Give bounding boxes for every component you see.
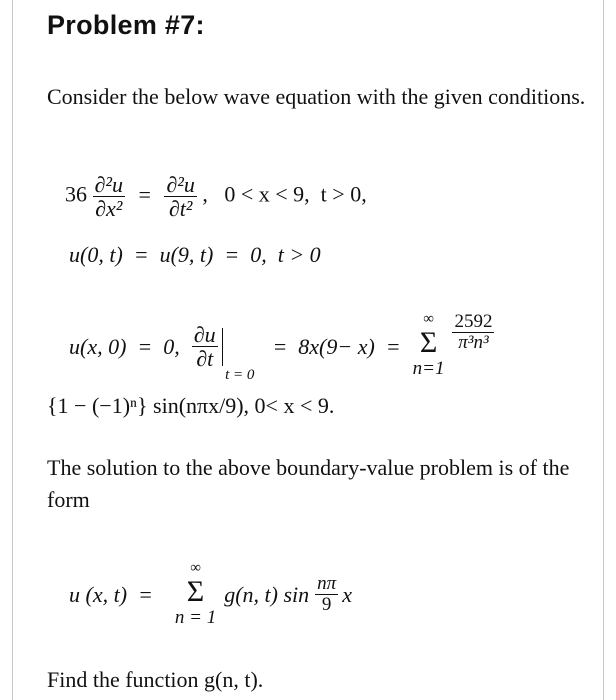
problem-title: Problem #7: — [47, 10, 205, 40]
summation-solution — [175, 560, 216, 629]
rhs-numerator: ∂²u — [166, 172, 195, 197]
sine-numerator: nπ — [317, 573, 337, 595]
evaluation-bar — [222, 328, 224, 366]
derivative-fraction — [192, 323, 218, 370]
lhs-denominator: ∂x² — [95, 196, 123, 222]
solution-form — [69, 560, 352, 629]
sum-lower-limit: n = 1 — [174, 607, 217, 628]
rhs-fraction — [164, 173, 196, 220]
sum-symbol: Σ — [186, 575, 205, 608]
intro-text: Consider the below wave equation with the given conditions. — [47, 84, 586, 109]
derivative-denominator: ∂t — [196, 346, 214, 371]
derivative-numerator: ∂u — [193, 321, 216, 347]
coef-denominator: π³n³ — [458, 332, 489, 353]
sum-symbol: Σ — [419, 326, 438, 359]
sum-lower-limit: n=1 — [412, 358, 445, 379]
sine-denominator: 9 — [321, 594, 332, 615]
solution-text: The solution to the above boundary-value problem is of the form — [47, 455, 570, 512]
wave-equation — [65, 173, 367, 220]
series-coefficient — [452, 312, 494, 353]
solution-term: g(n, t) sin — [224, 581, 310, 607]
rhs-denominator: ∂t² — [168, 196, 193, 222]
page-frame — [12, 0, 604, 700]
solution-lhs: u (x, t) = — [69, 581, 153, 607]
question-text: Find the function g(n, t). — [47, 667, 264, 692]
sum-upper-limit: ∞ — [190, 560, 201, 576]
coefficient: 36 — [65, 181, 87, 207]
summation-ic — [413, 311, 445, 380]
equals-sign: = — [138, 181, 151, 207]
series-continuation: {1 − (−1)ⁿ} sin(nπx/9), 0< x < 9. — [47, 393, 335, 418]
lhs-fraction — [93, 173, 125, 220]
domain-condition: , 0 < x < 9, t > 0, — [202, 181, 367, 207]
ic-rhs: = 8x(9− x) = — [272, 333, 401, 359]
initial-conditions — [69, 311, 494, 383]
lhs-numerator: ∂²u — [94, 172, 123, 197]
sum-upper-limit: ∞ — [423, 311, 434, 327]
ic-lhs: u(x, 0) = 0, — [69, 333, 180, 359]
evaluation-point: t = 0 — [225, 367, 255, 383]
sine-argument-fraction — [315, 574, 338, 615]
coef-numerator: 2592 — [454, 311, 493, 333]
solution-variable: x — [342, 581, 352, 607]
boundary-condition: u(0, t) = u(9, t) = 0, t > 0 — [69, 242, 321, 267]
